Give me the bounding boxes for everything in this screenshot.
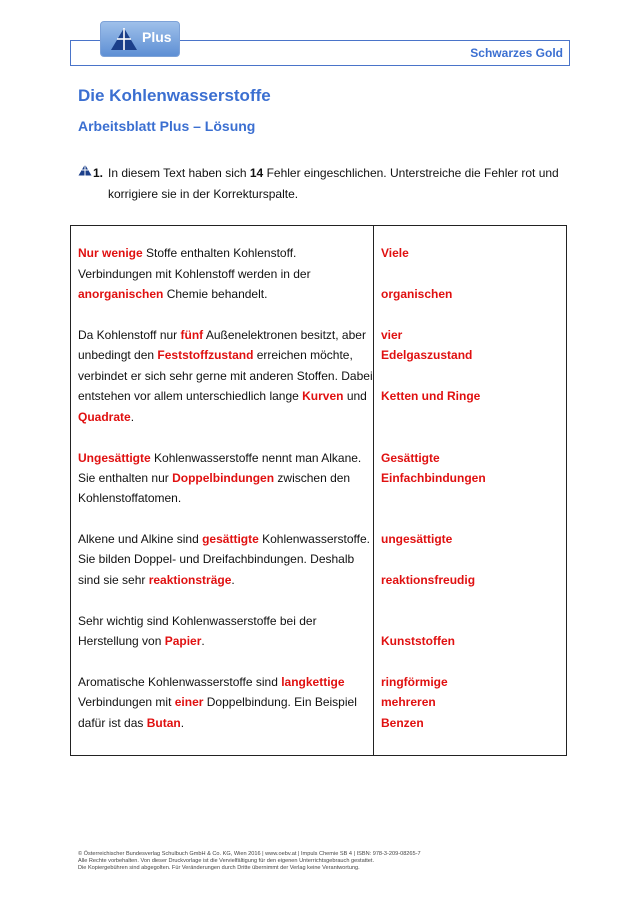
- text-segment: Kohlenstoffatomen.: [78, 491, 182, 505]
- text-segment: Chemie behandelt.: [163, 287, 268, 301]
- text-segment: Außenelektronen besitzt, aber: [203, 328, 366, 342]
- text-segment: erreichen möchte,: [253, 348, 353, 362]
- text-segment: .: [130, 410, 135, 424]
- text-segment: Verbindungen mit Kohlenstoff werden in der: [78, 267, 311, 281]
- text-line: [78, 614, 317, 628]
- error-word: gesättigte: [202, 532, 259, 546]
- error-word: Kurven: [302, 389, 344, 403]
- plus-logo: [100, 21, 180, 57]
- correction-word: vier: [381, 328, 403, 342]
- correction-word: organischen: [381, 287, 453, 301]
- text-line: [78, 369, 373, 383]
- task-level-icon: [78, 164, 92, 176]
- correction-word: Edelgaszustand: [381, 348, 473, 362]
- text-segment: und: [343, 389, 367, 403]
- text-segment: Alkene und Alkine sind: [78, 532, 203, 546]
- page-title: Die Kohlenwasserstoffe: [78, 86, 271, 105]
- text-segment: Kohlenwasserstoffe nennt man Alkane.: [150, 451, 362, 465]
- error-word: fünf: [180, 328, 204, 342]
- answer-table: [70, 225, 567, 756]
- text-line: [78, 451, 361, 465]
- text-line: [78, 348, 353, 362]
- text-line: [78, 573, 235, 587]
- error-word: Papier: [164, 634, 202, 648]
- error-word: Nur wenige: [78, 246, 143, 260]
- text-segment: Sehr wichtig sind Kohlenwasserstoffe bei der: [78, 614, 317, 628]
- text-segment: .: [180, 716, 185, 730]
- correction-word: Ketten und Ringe: [381, 389, 481, 403]
- text-line: [78, 410, 134, 424]
- error-word: Doppelbindungen: [172, 471, 275, 485]
- text-segment: Stoffe enthalten Kohlenstoff.: [142, 246, 297, 260]
- correction-word: Viele: [381, 246, 409, 260]
- text-line: [78, 471, 350, 485]
- task-number: 1.: [93, 166, 104, 180]
- text-segment: Aromatische Kohlenwasserstoffe sind: [78, 675, 282, 689]
- text-line: [78, 491, 181, 505]
- text-segment: Herstellung von: [78, 634, 165, 648]
- error-word: reaktionsträge: [148, 573, 232, 587]
- correction-word: ungesättigte: [381, 532, 453, 546]
- footer-line: Alle Rechte vorbehalten. Von dieser Druckvorlage ist die Vervielfältigung für den eigenen Unterrichtsgebrauch gestattet.: [78, 858, 375, 864]
- correction-word: Einfachbindungen: [381, 471, 486, 485]
- footer-line: Die Kopiergebühren sind abgegolten. Für Veränderungen durch Dritte übernimmt der Verlag keine Verantwortung.: [78, 865, 360, 871]
- text-segment: Da Kohlenstoff nur: [78, 328, 181, 342]
- error-count: 14: [249, 166, 264, 180]
- footer: [78, 851, 421, 872]
- correction-word: ringförmige: [381, 675, 448, 689]
- text-line: [78, 675, 345, 689]
- text-line: [78, 634, 205, 648]
- header-title: Schwarzes Gold: [470, 46, 563, 60]
- text-segment: sind sie sehr: [78, 573, 149, 587]
- text-line: [78, 287, 267, 301]
- text-line: [78, 267, 311, 281]
- text-line: [78, 389, 367, 403]
- text-line: [78, 552, 354, 566]
- text-segment: .: [231, 573, 235, 587]
- text-line: [78, 716, 184, 730]
- footer-line: © Österreichischer Bundesverlag Schulbuch GmbH & Co. KG, Wien 2016 | www.oebv.at | Impuls Chemie SB 4 | ISBN: 978-3-209-08265-7: [78, 851, 421, 857]
- error-word: Feststoffzustand: [157, 348, 254, 362]
- text-segment: Sie enthalten nur: [78, 471, 173, 485]
- error-word: anorganischen: [78, 287, 164, 301]
- text-segment: Doppelbindung. Ein Beispiel: [203, 695, 357, 709]
- text-line: [78, 246, 296, 260]
- text-segment: Kohlenwasserstoffe.: [258, 532, 370, 546]
- task-line-2: korrigiere sie in der Korrekturspalte.: [108, 186, 299, 201]
- logo-text: Plus: [142, 29, 172, 45]
- task-text-part: Fehler eingeschlichen. Unterstreiche die Fehler rot und: [263, 166, 559, 180]
- task-text-part: In diesem Text haben sich: [108, 166, 250, 180]
- correction-word: Kunststoffen: [381, 634, 455, 648]
- column-divider: [373, 226, 374, 755]
- text-line: [78, 328, 366, 342]
- correction-word: reaktionsfreudig: [381, 573, 476, 587]
- text-segment: unbedingt den: [78, 348, 158, 362]
- text-segment: Sie bilden Doppel- und Dreifachbindungen. Deshalb: [78, 552, 355, 566]
- text-segment: zwischen den: [274, 471, 351, 485]
- text-segment: .: [201, 634, 205, 648]
- text-line: [78, 532, 370, 546]
- correction-word: mehreren: [381, 695, 436, 709]
- text-segment: dafür ist das: [78, 716, 147, 730]
- text-segment: Verbindungen mit: [78, 695, 175, 709]
- text-segment: entstehen vor allem unterschiedlich lange: [78, 389, 303, 403]
- task-instruction: [93, 163, 563, 204]
- text-segment: verbindet er sich sehr gerne mit anderen Stoffen. Dabei: [78, 369, 373, 383]
- error-word: langkettige: [281, 675, 345, 689]
- correction-word: Gesättigte: [381, 451, 440, 465]
- error-word: einer: [174, 695, 204, 709]
- triangle-logo-icon: [110, 27, 138, 51]
- error-word: Butan: [146, 716, 181, 730]
- text-line: [78, 695, 357, 709]
- correction-word: Benzen: [381, 716, 424, 730]
- error-word: Quadrate: [78, 410, 131, 424]
- task-line-1: [93, 163, 563, 184]
- error-word: Ungesättigte: [78, 451, 151, 465]
- page-subtitle: Arbeitsblatt Plus – Lösung: [78, 118, 256, 134]
